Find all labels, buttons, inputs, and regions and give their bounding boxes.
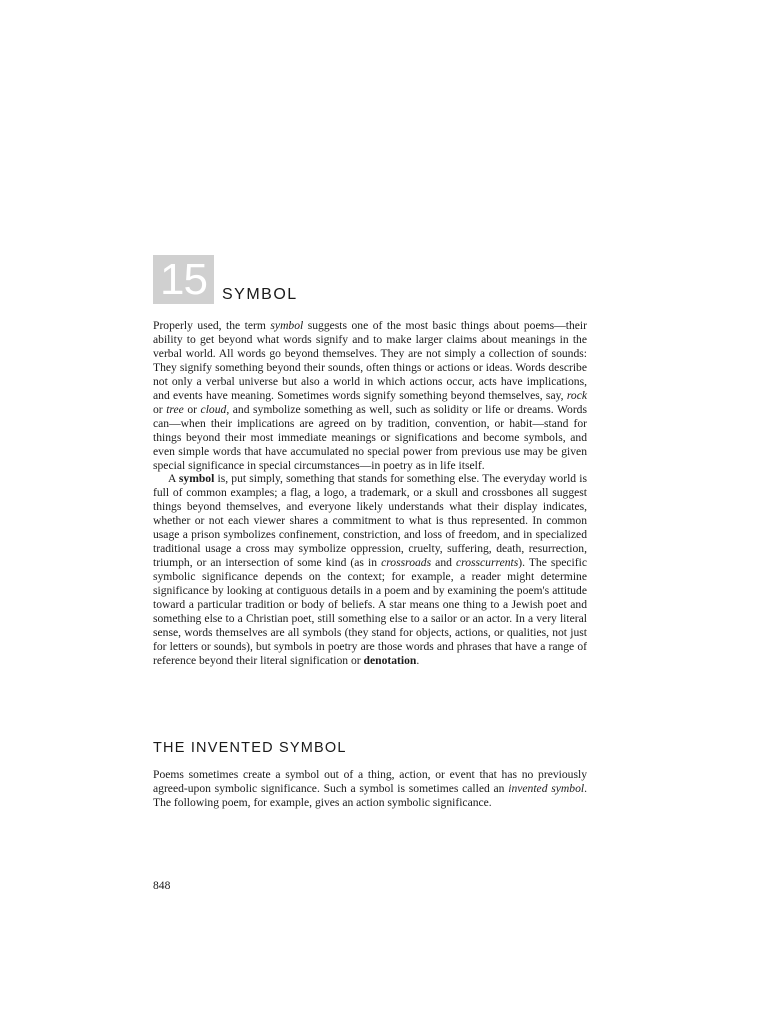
intro-text [153,319,587,668]
chapter-number: 15 [160,255,207,304]
page-number: 848 [153,879,171,892]
section-heading: THE INVENTED SYMBOL [153,740,347,756]
paragraph: Poems sometimes create a symbol out of a thing, action, or event that has no previously agreed-upon symbolic significance. Such a symbol is sometimes called an invented symbol. The following poem, for example, gives an action symbolic significance. [153,768,588,809]
section-text [153,768,587,810]
paragraph: A symbol is, put simply, something that stands for something else. The everyday world is full of common examples; a flag, a logo, a trademark, or a skull and crossbones all suggest things beyond themselves, and everyone likely understands what their display indicates, whether or not each viewer shares a commitment to what is thus represented. In common usage a prison symbolizes confinement, constriction, and loss of freedom, and in specialized traditional usage a cross may symbolize oppression, cruelty, suffering, death, resurrection, triumph, or an intersection of some kind (as in crossroads and crosscurrents). The specific symbolic significance depends on the context; for example, a reader might determine significance by looking at contiguous details in a poem and by examining the poem's attitude toward a particular tradition or body of beliefs. A star means one thing to a Jewish poet and something else to a Christian poet, still something else to a sailor or an actor. In a very literal sense, words themselves are all symbols (they stand for objects, actions, or qualities, not just for letters or sounds), but symbols in poetry are those words and phrases that have a range of reference beyond their literal signification or denotation. [153,472,587,667]
chapter-title: SYMBOL [222,286,298,303]
chapter-number-box [153,255,214,304]
paragraph: Properly used, the term symbol suggests one of the most basic things about poems—their ability to get beyond what words signify and to make larger claims about meanings in the verbal world. All words go beyond themselves. They are not simply a collection of sounds: They signify something beyond their sounds, often things or actions or ideas. Words describe not only a verbal universe but also a world in which actions occur, acts have implications, and events have meaning. Sometimes words signify something beyond themselves, say, rock or tree or cloud, and symbolize something as well, such as solidity or life or dreams. Words can—when their implications are agreed on by tradition, convention, or habit—stand for things beyond their most immediate meanings or significations and become symbols, and even simple words that have accumulated no special power from previous use may be given special significance in special circumstances—in poetry as in life itself. [153,319,587,472]
